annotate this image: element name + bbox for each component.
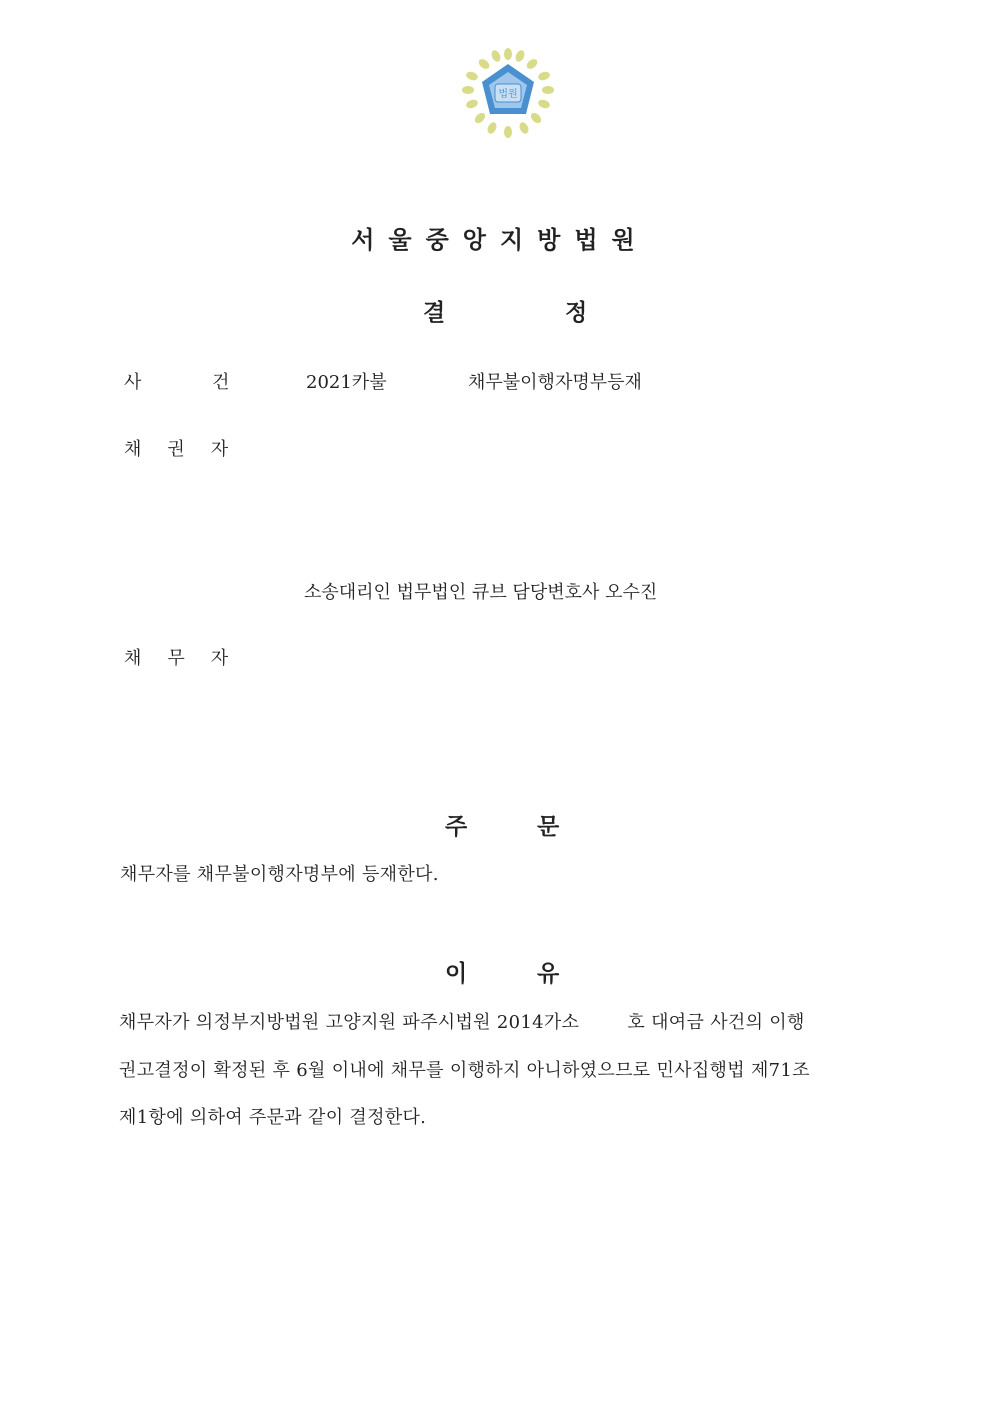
attorney-info: 소송대리인 법무법인 큐브 담당변호사 오수진: [304, 582, 658, 603]
svg-text:법원: 법원: [498, 89, 518, 100]
document-title-char-2: 정: [565, 300, 588, 326]
court-emblem: [458, 48, 558, 140]
order-heading-char-1: 주: [445, 814, 468, 840]
reason-text-line-2: 권고결정이 확정된 후 6월 이내에 채무를 이행하지 아니하였으므로 민사집행법 제71조: [119, 1060, 810, 1081]
creditor-label: 채권자: [124, 439, 255, 460]
court-name: 서울중앙지방법원: [351, 226, 649, 254]
order-text: 채무자를 채무불이행자명부에 등재한다.: [120, 864, 439, 885]
reason-text-line-3: 제1항에 의하여 주문과 같이 결정한다.: [119, 1107, 427, 1128]
debtor-label: 채무자: [124, 648, 255, 669]
case-name: 채무불이행자명부등재: [468, 372, 642, 393]
case-number: 2021카불: [306, 372, 387, 393]
reason-heading-char-2: 유: [537, 961, 560, 987]
reason-heading-char-1: 이: [445, 961, 468, 987]
document-title-char-1: 결: [423, 300, 446, 326]
case-label-char-1: 사: [124, 372, 142, 393]
case-label-char-2: 건: [212, 372, 230, 393]
order-heading-char-2: 문: [537, 814, 560, 840]
reason-text-line-1: 채무자가 의정부지방법원 고양지원 파주시법원 2014가소 호 대여금 사건의 이행: [119, 1012, 805, 1033]
